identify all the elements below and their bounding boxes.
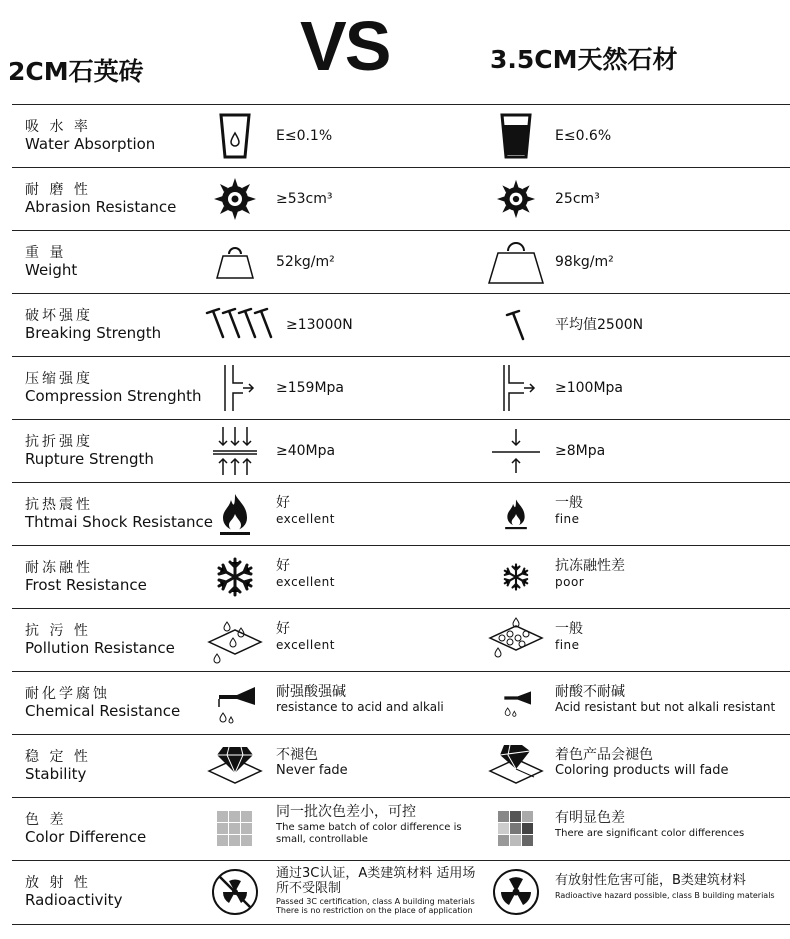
header bbox=[0, 0, 790, 100]
flame-large-icon bbox=[205, 489, 265, 539]
cup-low-water-icon bbox=[205, 111, 265, 161]
diamond-tile-icon bbox=[205, 741, 265, 791]
row-label: 放 射 性 Radioactivity bbox=[25, 875, 123, 909]
row-chemical-resistance bbox=[12, 672, 790, 735]
left-value: ≥159Mpa bbox=[276, 380, 344, 396]
right-value: 一般 fine bbox=[555, 621, 583, 652]
left-value: 通过3C认证，A类建筑材料 适用场所不受限制 Passed 3C certification, class A building materials There is no restriction on the place of application bbox=[276, 866, 476, 915]
right-value: 有明显色差 There are significant color differences bbox=[555, 810, 745, 839]
left-product-title: 2CM石英砖 bbox=[8, 57, 144, 86]
row-label: 压缩强度 Compression Strenghth bbox=[25, 371, 202, 405]
acid-drip-icon bbox=[205, 678, 265, 728]
compression-thick-icon bbox=[205, 363, 265, 413]
snowflake-small-icon bbox=[486, 552, 546, 602]
row-pollution-resistance bbox=[12, 609, 790, 672]
right-value: ≥8Mpa bbox=[555, 443, 606, 459]
row-label: 抗折强度 Rupture Strength bbox=[25, 434, 154, 468]
hammers-icon bbox=[202, 300, 280, 350]
left-value: 好 excellent bbox=[276, 621, 335, 652]
row-color-difference bbox=[12, 798, 790, 861]
right-value: 有放射性危害可能，B类建筑材料 Radioactive hazard possible, class B building materials bbox=[555, 873, 775, 900]
rupture-single-arrow-icon bbox=[486, 426, 546, 476]
row-compression-strength bbox=[12, 357, 790, 420]
right-value: E≤0.6% bbox=[555, 128, 612, 144]
acid-drip-small-icon bbox=[486, 678, 546, 728]
stain-tile-many-icon bbox=[486, 615, 546, 665]
left-value: ≥13000N bbox=[286, 317, 353, 333]
radiation-icon bbox=[486, 867, 546, 917]
right-value: 着色产品会褪色 Coloring products will fade bbox=[555, 747, 729, 778]
left-value: 耐强酸强碱 resistance to acid and alkali bbox=[276, 684, 444, 714]
row-label: 破坏强度 Breaking Strength bbox=[25, 308, 162, 342]
row-water-absorption bbox=[12, 105, 790, 168]
row-abrasion-resistance bbox=[12, 168, 790, 231]
right-value: 耐酸不耐碱 Acid resistant but not alkali resistant bbox=[555, 684, 776, 714]
right-value: 平均值2500N bbox=[555, 317, 644, 333]
flame-small-icon bbox=[486, 489, 546, 539]
right-product-title: 3.5CM天然石材 bbox=[490, 45, 678, 74]
row-label: 抗 污 性 Pollution Resistance bbox=[25, 623, 175, 657]
row-radioactivity bbox=[12, 861, 790, 925]
left-value: 好 excellent bbox=[276, 558, 335, 589]
comparison-table bbox=[12, 104, 790, 925]
row-label: 抗热震性 Thtmai Shock Resistance bbox=[25, 497, 214, 531]
row-stability bbox=[12, 735, 790, 798]
hammer-icon bbox=[486, 300, 546, 350]
right-value: 25cm³ bbox=[555, 191, 600, 207]
radiation-crossed-icon bbox=[205, 867, 265, 917]
row-rupture-strength bbox=[12, 420, 790, 483]
row-label: 重 量 Weight bbox=[25, 245, 78, 279]
abrasion-gear-icon bbox=[205, 174, 265, 224]
left-value: 52kg/m² bbox=[276, 254, 335, 270]
row-label: 稳 定 性 Stability bbox=[25, 749, 91, 783]
left-value: ≥40Mpa bbox=[276, 443, 336, 459]
right-value: 一般 fine bbox=[555, 495, 583, 526]
snowflake-large-icon bbox=[205, 552, 265, 602]
weight-small-icon bbox=[205, 237, 265, 287]
right-value: 98kg/m² bbox=[555, 254, 614, 270]
left-value: 同一批次色差小，可控 The same batch of color difference is small, controllable bbox=[276, 804, 462, 845]
right-value: ≥100Mpa bbox=[555, 380, 623, 396]
weight-large-icon bbox=[486, 237, 546, 287]
rupture-many-arrows-icon bbox=[205, 426, 265, 476]
row-weight bbox=[12, 231, 790, 294]
left-value: E≤0.1% bbox=[276, 128, 333, 144]
row-label: 耐化学腐蚀 Chemical Resistance bbox=[25, 686, 181, 720]
row-label: 吸 水 率 Water Absorption bbox=[25, 119, 156, 153]
row-label: 耐冻融性 Frost Resistance bbox=[25, 560, 147, 594]
vs-title: VS bbox=[300, 7, 390, 85]
row-thermal-shock-resistance bbox=[12, 483, 790, 546]
color-grid-uniform-icon bbox=[205, 804, 265, 854]
row-breaking-strength bbox=[12, 294, 790, 357]
row-label: 色 差 Color Difference bbox=[25, 812, 147, 846]
abrasion-gear-icon bbox=[486, 174, 546, 224]
row-label: 耐 磨 性 Abrasion Resistance bbox=[25, 182, 177, 216]
left-value: ≥53cm³ bbox=[276, 191, 333, 207]
left-value: 好 excellent bbox=[276, 495, 335, 526]
diamond-tile-faded-icon bbox=[486, 741, 546, 791]
right-value: 抗冻融性差 poor bbox=[555, 558, 625, 589]
stain-tile-icon bbox=[205, 615, 265, 665]
cup-full-water-icon bbox=[486, 111, 546, 161]
left-value: 不褪色 Never fade bbox=[276, 747, 348, 778]
compression-thin-icon bbox=[486, 363, 546, 413]
row-frost-resistance bbox=[12, 546, 790, 609]
color-grid-varied-icon bbox=[486, 804, 546, 854]
